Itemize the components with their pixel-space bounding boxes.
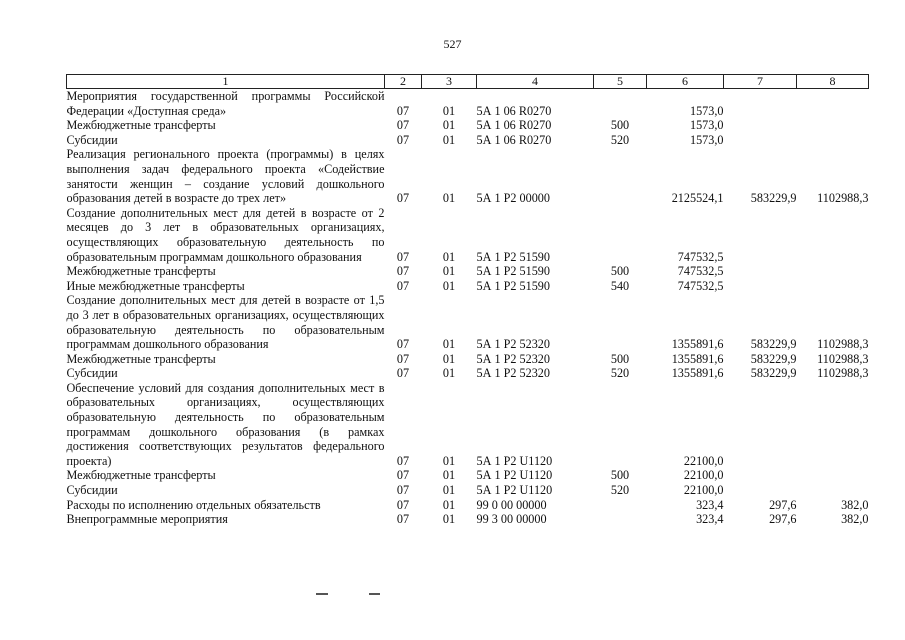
row-amount-1: 1573,0 <box>689 103 724 118</box>
row-amount-1: 1573,0 <box>689 118 724 133</box>
header-cell-3: 3 <box>422 75 477 89</box>
row-amount-3: 1102988,3 <box>817 351 869 366</box>
row-target-code: 99 3 00 00000 <box>476 512 547 527</box>
row-target-code: 5А 1 P2 U1120 <box>476 468 553 483</box>
row-amount-2: 583229,9 <box>750 366 797 381</box>
row-section: 07 <box>396 497 410 512</box>
row-amount-1: 747532,5 <box>677 249 724 264</box>
table-row <box>67 498 869 513</box>
row-amount-3: 1102988,3 <box>817 337 869 352</box>
header-cell-8: 8 <box>797 75 869 89</box>
row-target-code: 5А 1 P2 51590 <box>476 249 550 264</box>
row-name: Расходы по исполнению отдельных обязательств <box>66 497 321 512</box>
row-amount-1: 2125524,1 <box>671 191 724 206</box>
row-target-code: 5А 1 P2 52320 <box>476 351 550 366</box>
row-expense-type <box>594 293 647 351</box>
row-amount-3 <box>797 483 869 498</box>
row-section: 07 <box>396 103 410 118</box>
table-row <box>67 147 869 205</box>
table-row <box>67 381 869 469</box>
row-name: Субсидии <box>66 483 118 498</box>
table-row <box>67 279 869 294</box>
row-name: Обеспечение условий для создания дополнительных мест в образовательных организациях, осуществляющих образовательную деятельность по образовательным программам дошкольного образования (в рамках достижения соответствующих результатов федерального проекта) <box>66 380 385 468</box>
row-target-code: 5А 1 06 R0270 <box>476 103 552 118</box>
row-expense-type <box>594 498 647 513</box>
table-body <box>67 89 869 527</box>
row-expense-type: 520 <box>610 132 630 147</box>
row-amount-3 <box>797 118 869 133</box>
row-amount-3: 382,0 <box>841 512 869 527</box>
row-section: 07 <box>396 118 410 133</box>
row-amount-2: 583229,9 <box>750 351 797 366</box>
row-name: Мероприятия государственной программы Российской Федерации «Доступная среда» <box>66 89 385 118</box>
row-amount-3 <box>797 468 869 483</box>
row-amount-2 <box>724 133 797 148</box>
row-amount-2 <box>724 468 797 483</box>
row-subsection: 01 <box>442 249 456 264</box>
row-expense-type: 500 <box>610 351 630 366</box>
row-amount-1: 22100,0 <box>683 483 724 498</box>
table-row <box>67 483 869 498</box>
row-amount-3 <box>797 279 869 294</box>
row-target-code: 99 0 00 00000 <box>476 497 547 512</box>
row-subsection: 01 <box>442 337 456 352</box>
row-subsection: 01 <box>442 483 456 498</box>
row-target-code: 5А 1 P2 52320 <box>476 366 550 381</box>
row-section: 07 <box>396 468 410 483</box>
row-name: Иные межбюджетные трансферты <box>66 278 245 293</box>
header-cell-4: 4 <box>477 75 594 89</box>
table-row <box>67 206 869 264</box>
table-row <box>67 118 869 133</box>
row-amount-1: 323,4 <box>696 512 724 527</box>
row-section: 07 <box>396 366 410 381</box>
header-cell-1: 1 <box>67 75 385 89</box>
row-amount-3 <box>797 264 869 279</box>
row-name: Реализация регионального проекта (программы) в целях выполнения задач федерального проекта «Содействие занятости женщин – создание условий дошкольного образования детей в возрасте до трех лет» <box>66 147 385 206</box>
header-cell-7: 7 <box>724 75 797 89</box>
budget-table <box>66 74 869 527</box>
row-expense-type: 500 <box>610 468 630 483</box>
row-amount-3 <box>797 206 869 264</box>
row-subsection: 01 <box>442 191 456 206</box>
row-amount-1: 747532,5 <box>677 278 724 293</box>
row-name: Межбюджетные трансферты <box>66 118 216 133</box>
row-name: Межбюджетные трансферты <box>66 264 216 279</box>
row-section: 07 <box>396 278 410 293</box>
row-amount-2 <box>724 264 797 279</box>
header-cell-2: 2 <box>385 75 422 89</box>
row-amount-2: 583229,9 <box>750 191 797 206</box>
header-cell-6: 6 <box>647 75 724 89</box>
row-expense-type: 500 <box>610 264 630 279</box>
table-header <box>67 75 869 89</box>
row-amount-2 <box>724 118 797 133</box>
row-amount-2: 297,6 <box>769 512 797 527</box>
scan-mark-right <box>369 593 380 595</box>
row-expense-type <box>594 147 647 205</box>
row-amount-1: 1355891,6 <box>671 366 724 381</box>
table-row <box>67 89 869 119</box>
row-target-code: 5А 1 P2 00000 <box>476 191 550 206</box>
row-target-code: 5А 1 P2 52320 <box>476 337 550 352</box>
row-subsection: 01 <box>442 453 456 468</box>
row-amount-1: 22100,0 <box>683 468 724 483</box>
table-row <box>67 352 869 367</box>
row-section: 07 <box>396 512 410 527</box>
row-target-code: 5А 1 06 R0270 <box>476 132 552 147</box>
page-number: 527 <box>443 37 462 51</box>
row-name: Межбюджетные трансферты <box>66 351 216 366</box>
row-amount-1: 1573,0 <box>689 132 724 147</box>
row-expense-type <box>594 206 647 264</box>
row-amount-2: 297,6 <box>769 497 797 512</box>
header-cell-5: 5 <box>594 75 647 89</box>
row-expense-type <box>594 89 647 119</box>
table-row <box>67 468 869 483</box>
row-target-code: 5А 1 P2 51590 <box>476 278 550 293</box>
row-section: 07 <box>396 191 410 206</box>
row-amount-2 <box>724 89 797 119</box>
row-section: 07 <box>396 453 410 468</box>
header-row <box>67 75 869 89</box>
row-target-code: 5А 1 P2 U1120 <box>476 453 553 468</box>
row-amount-1: 747532,5 <box>677 264 724 279</box>
row-subsection: 01 <box>442 132 456 147</box>
row-name: Внепрограммные мероприятия <box>66 512 228 527</box>
table-row <box>67 264 869 279</box>
row-amount-2 <box>724 381 797 469</box>
row-amount-3 <box>797 133 869 148</box>
row-amount-1: 1355891,6 <box>671 351 724 366</box>
row-subsection: 01 <box>442 512 456 527</box>
scan-mark-left <box>316 593 328 595</box>
row-section: 07 <box>396 132 410 147</box>
row-subsection: 01 <box>442 351 456 366</box>
row-subsection: 01 <box>442 264 456 279</box>
row-section: 07 <box>396 337 410 352</box>
table-row <box>67 133 869 148</box>
row-target-code: 5А 1 06 R0270 <box>476 118 552 133</box>
row-section: 07 <box>396 249 410 264</box>
table-row <box>67 293 869 351</box>
row-subsection: 01 <box>442 497 456 512</box>
table-row <box>67 512 869 527</box>
row-target-code: 5А 1 P2 51590 <box>476 264 550 279</box>
row-expense-type: 540 <box>610 278 630 293</box>
row-expense-type <box>594 381 647 469</box>
row-subsection: 01 <box>442 118 456 133</box>
row-name: Субсидии <box>66 366 118 381</box>
row-expense-type: 520 <box>610 366 630 381</box>
row-target-code: 5А 1 P2 U1120 <box>476 483 553 498</box>
row-name: Субсидии <box>66 132 118 147</box>
row-amount-3: 1102988,3 <box>817 191 869 206</box>
row-amount-3: 1102988,3 <box>817 366 869 381</box>
row-expense-type: 520 <box>610 483 630 498</box>
row-subsection: 01 <box>442 278 456 293</box>
row-section: 07 <box>396 483 410 498</box>
row-section: 07 <box>396 351 410 366</box>
row-amount-3: 382,0 <box>841 497 869 512</box>
row-amount-2 <box>724 206 797 264</box>
row-section: 07 <box>396 264 410 279</box>
row-name: Создание дополнительных мест для детей в возрасте от 2 месяцев до 3 лет в образовательных организациях, осуществляющих образовательную деятельность по образовательным программам дошкольного образования <box>66 205 385 264</box>
row-expense-type <box>594 512 647 527</box>
row-amount-2 <box>724 483 797 498</box>
row-name: Межбюджетные трансферты <box>66 468 216 483</box>
row-amount-1: 323,4 <box>696 497 724 512</box>
row-amount-3 <box>797 381 869 469</box>
row-expense-type: 500 <box>610 118 630 133</box>
row-amount-3 <box>797 89 869 119</box>
row-amount-2 <box>724 279 797 294</box>
row-amount-1: 1355891,6 <box>671 337 724 352</box>
row-subsection: 01 <box>442 366 456 381</box>
row-amount-2: 583229,9 <box>750 337 797 352</box>
row-subsection: 01 <box>442 103 456 118</box>
row-name: Создание дополнительных мест для детей в возрасте от 1,5 до 3 лет в образовательных организациях, осуществляющих образовательную деятельность по образовательным программам дошкольного образования <box>66 293 385 352</box>
row-subsection: 01 <box>442 468 456 483</box>
table-row <box>67 366 869 381</box>
row-amount-1: 22100,0 <box>683 453 724 468</box>
